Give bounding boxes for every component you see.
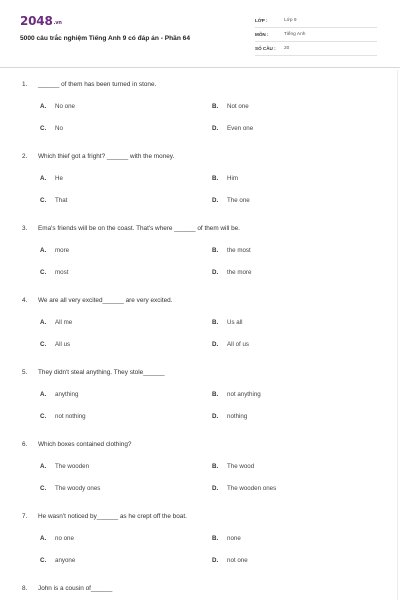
question-8 [0,579,400,600]
question-5 [0,363,400,435]
option-b[interactable]: B. The wood [212,463,255,470]
question-number: 5. [22,369,28,376]
site-logo[interactable] [20,14,62,28]
option-d[interactable]: D. the more [212,269,252,276]
question-stem [22,441,131,448]
question-stem [22,369,165,376]
option-a[interactable]: A. No one [40,103,75,110]
question-text: ______ of them has been turned in stone. [38,81,157,88]
meta-value: Tiếng Anh [284,32,306,37]
question-list [0,75,400,600]
option-a[interactable]: A. more [40,247,70,254]
question-number: 7. [22,513,28,520]
option-d[interactable]: D. The wooden ones [212,485,277,492]
meta-subject [255,28,377,42]
meta-question-count [255,42,377,56]
question-text: John is a cousin of______ [38,585,113,592]
question-text: He wasn't noticed by______ as he crept off the boat. [38,513,187,520]
header-divider [0,67,400,68]
option-b[interactable]: B. Him [212,175,238,182]
meta-label: LỚP : [255,18,268,23]
option-a[interactable]: A. All me [40,319,73,326]
question-stem [22,81,156,88]
option-c[interactable]: C. The woody ones [40,485,101,492]
meta-value: Lớp 9 [284,18,297,23]
option-b[interactable]: B. the most [212,247,251,254]
question-7 [0,507,400,579]
question-stem [22,513,187,520]
question-text: Which boxes contained clothing? [38,441,132,448]
question-number: 4. [22,297,28,304]
option-c[interactable]: C. most [40,269,69,276]
option-a[interactable]: A. He [40,175,63,182]
option-a[interactable]: A. The wooden [40,463,90,470]
meta-label: MÔN : [255,32,269,37]
question-stem [22,153,174,160]
page-header [0,0,400,70]
question-stem [22,585,112,592]
question-6 [0,435,400,507]
document-title: 5000 câu trắc nghiệm Tiếng Anh 9 có đáp án - Phần 64 [20,35,191,42]
meta-value: 20 [284,46,290,51]
option-a[interactable]: A. anything [40,391,79,398]
meta-label: SỐ CÂU : [255,46,276,51]
question-number: 6. [22,441,28,448]
option-d[interactable]: D. All of us [212,341,250,348]
question-1 [0,75,400,147]
option-c[interactable]: C. That [40,197,68,204]
question-2 [0,147,400,219]
question-3 [0,219,400,291]
question-text: They didn't steal anything. They stole______ [38,369,165,376]
option-d[interactable]: D. Even one [212,125,254,132]
question-stem [22,225,240,232]
option-d[interactable]: D. not one [212,557,248,564]
option-a[interactable]: A. no one [40,535,74,542]
option-b[interactable]: B. Not one [212,103,249,110]
option-d[interactable]: D. The one [212,197,250,204]
question-text: We are all very excited______ are very excited. [38,297,173,304]
option-b[interactable]: B. none [212,535,241,542]
logo-suffix: .vn [53,20,62,26]
option-c[interactable]: C. not nothing [40,413,86,420]
option-b[interactable]: B. not anything [212,391,261,398]
logo-text: 2048 [20,14,53,28]
question-number: 1. [22,81,28,88]
question-text: Which thief got a fright? ______ with the money. [38,153,175,160]
question-text: Ema's friends will be on the coast. That's where ______ of them will be. [38,225,240,232]
question-stem [22,297,173,304]
option-c[interactable]: C. All us [40,341,71,348]
question-number: 8. [22,585,28,592]
question-number: 2. [22,153,28,160]
question-4 [0,291,400,363]
option-c[interactable]: C. No [40,125,63,132]
option-d[interactable]: D. nothing [212,413,248,420]
question-number: 3. [22,225,28,232]
option-c[interactable]: C. anyone [40,557,76,564]
option-b[interactable]: B. Us all [212,319,243,326]
meta-class [255,14,377,28]
